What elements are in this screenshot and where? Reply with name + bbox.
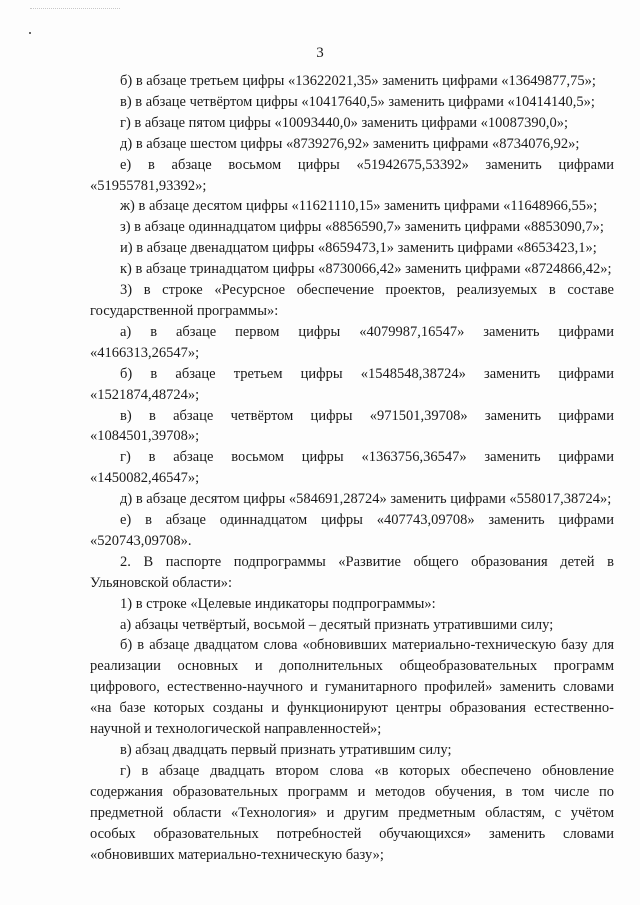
paragraph: б) в абзаце третьем цифры «13622021,35» заменить цифрами «13649877,75»; — [120, 73, 596, 89]
paragraph: г) в абзаце двадцать втором слова «в которых обеспечено обновление содержания образовательных программ и методов обучения, в том числе по предметной области «Технология» и другим предметным областям, с учётом особых образовательных потребностей обучающихся» заменить словами «обновивших материально-техническую базу»; — [90, 762, 614, 863]
paragraph: е) в абзаце одиннадцатом цифры «407743,09708» заменить цифрами «520743,09708». — [90, 512, 614, 549]
paragraph: 2. В паспорте подпрограммы «Развитие общего образования детей в Ульяновской области»: — [90, 553, 614, 591]
paragraph: д) в абзаце десятом цифры «584691,28724» заменить цифрами «558017,38724»; — [120, 491, 612, 508]
page-number: 3 — [316, 45, 324, 61]
paragraph: и) в абзаце двенадцатом цифры «8659473,1» заменить цифрами «8653423,1»; — [120, 240, 597, 257]
paragraph: в) в абзаце четвёртом цифры «971501,39708» заменить цифрами «1084501,39708»; — [90, 407, 614, 445]
paragraph: з) в абзаце одиннадцатом цифры «8856590,7» заменить цифрами «8853090,7»; — [120, 219, 604, 236]
paragraph: в) абзац двадцать первый признать утратившим силу; — [120, 742, 452, 758]
paragraph: г) в абзаце восьмом цифры «1363756,36547» заменить цифрами «1450082,46547»; — [90, 449, 614, 487]
paragraph: в) в абзаце четвёртом цифры «10417640,5» заменить цифрами «10414140,5»; — [120, 93, 595, 110]
paragraph: а) в абзаце первом цифры «4079987,16547» заменить цифрами «4166313,26547»; — [90, 323, 614, 361]
paragraph: б) в абзаце двадцатом слова «обновивших материально-техническую базу для реализации основных и дополнительных общеобразовательных программ цифрового, естественно-научного и гуманитарного профилей» заменить словами «на базе которых созданы и функционируют центры образования естественно-научной и технологической направленностей»; — [90, 637, 614, 738]
document-body — [90, 71, 614, 865]
paragraph: а) абзацы четвёртый, восьмой – десятый признать утратившими силу; — [120, 616, 554, 633]
scan-speck — [29, 32, 31, 34]
paragraph: к) в абзаце тринадцатом цифры «8730066,42» заменить цифрами «8724866,42»; — [120, 261, 612, 278]
paragraph: ж) в абзаце десятом цифры «11621110,15» заменить цифрами «11648966,55»; — [120, 198, 598, 215]
paragraph: г) в абзаце пятом цифры «10093440,0» заменить цифрами «10087390,0»; — [120, 114, 568, 131]
paragraph: 3) в строке «Ресурсное обеспечение проектов, реализуемых в составе государственной программы»: — [90, 282, 614, 319]
paragraph: б) в абзаце третьем цифры «1548548,38724» заменить цифрами «1521874,48724»; — [90, 365, 614, 403]
scan-artifact — [30, 8, 120, 13]
paragraph: д) в абзаце шестом цифры «8739276,92» заменить цифрами «8734076,92»; — [120, 135, 580, 152]
paragraph: е) в абзаце восьмом цифры «51942675,53392» заменить цифрами «51955781,93392»; — [90, 156, 614, 194]
paragraph: 1) в строке «Целевые индикаторы подпрограммы»: — [120, 595, 436, 612]
